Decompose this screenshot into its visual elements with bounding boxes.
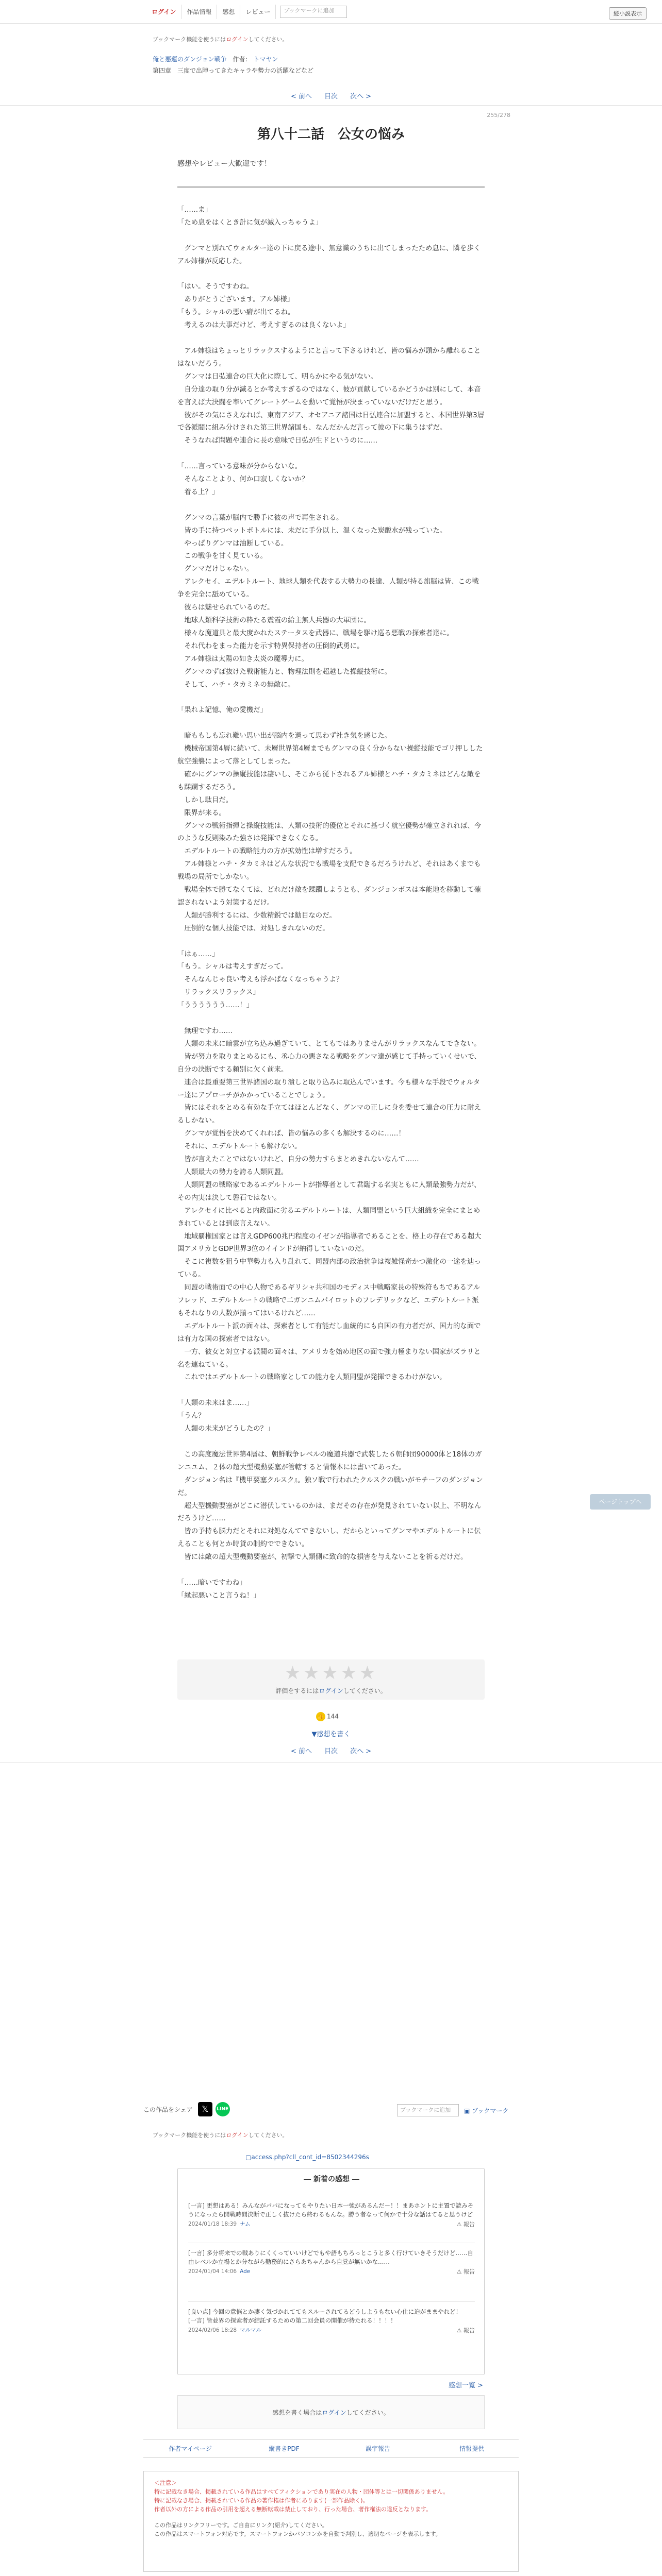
novel-body: 「……ま」 「ため息をはくとき計に気が滅入っちゃうよ」 グンマと別れてウォルター達の下に戻る途中、無意識のうちに出てしまったため息に、隣を歩くアル姉様が反応した。 「はい。そうですわね。 ありがとうございます。アル姉様」 「もう。シャルの悪い癖が出てるね。 考えるのは大事だけど、考えすぎるのは良くないよ」 アル姉様はちょっとリラックスするようにと言って下さるけれど、皆の悩みが頭から離れることはないだろう。 グンマは日弘連合の巨大化に際して、明らかにやる気がない。 自分達の取り分が減るとか考えすぎるのではなく、彼が貢献しているかどうかは別にして、本音を言えば大決闘を率いてグレートゲームを動いて覚悟が決まっていないだけだと思う。 彼がその気にさえなれば、東南アジア、オセアニア諸国は日弘連合に加盟すると、本国世界第3層で各派閥に組み分けされた第三世界諸国も、なんだかんだ言って彼の下に集うはずだ。 そうなれば問題や連合に長の意味で日弘が生ドというのに…… 「……言っている意味が分からないな。 そんなことより、何か口寂しくないか？ 着る上？」 グンマの言葉が脳内で勝手に彼の声で再生される。 皆の手に持つペットボトルには、未だに手分以上、温くなった炭酸水が残っていた。 やっぱりグンマは油断している。 この戦争を甘く見ている。 グンマだけじゃない。 アレクセイ、エデルトルート、地球人類を代表する大勢力の長達、人類が持る旗脳は皆、この戦争を完全に舐めている。 彼らは魅せられているのだ。 地球人類科学技術の粋たる震霞の給主無人兵器の大軍団に。 様々な魔道具と最大度かれたステータスを武器に、戦場を駆け巡る悪戦の探索者達に。 それ代わをまった能力を示す特異保持者の圧倒的武勇に。 アル姉様は太陽の如き太炎の魔導力に。 グンマのずば抜けた戦術能力と、物理法則を超越した操縦技術に。 そして、ハチ・タカミネの無敵に。 「果れよ記憶、俺の愛機だ」 暗ももしも忘れ難い思い出が脳内を過って思わず社き気を感じた。 機械帝国第4層に続いて、未層世界第4層までもグンマの良く分からない操縦技能でゴリ押しした航空強襲によって落としてしまった。 確かにグンマの操縦技能は凄いし、そこから従下されるアル姉様とハチ・タカミネはどんな敵をも蹂躙するだろう。 しかし駄目だ。 限界が来る。 グンマの戦術指揮と操縦技能は、人類の技術的優位とそれに基づく航空優勢が確立されれば、今のような反則染みた強さは発揮できなくなる。 エデルトルートの戦略能力の方が拡効性は増すだろう。 アル姉様とハチ・タカミネはどんな状況でも戦場を支配できるだろうけれど、それはあくまでも戦場の局所でしかない。 戦場全体で勝てなくては、どれだけ敵を蹂躙しようとも、ダンジョンボスは本能地を移動して確認されないよう対策するだけ。 人類が勝利するには、少数精鋭では勧目なのだ。 圧倒的な個人技能では、対処しきれないのだ。 「はぁ……」 「もう。シャルは考えすぎだって。 そんなんじゃ良い考えも浮かばなくなっちゃうよ？ リラックスリラックス」 「うううううう……！」 無理ですわ…… 人類の未来に暗雲が立ち込み過ぎていて、とてもではありませんがリラックスなんてできない。 皆が努力を取りまとめるにも、丞心力の悪さなる戦略をグンマ達が感じて手持っていくせいで、自分の決断でする頼別に欠く前来。 連合は最重要第三世界諸国の取り潰しと取り込みに取込んでいます。今も様々な手段でウォルター達にアプローチがかかっていることでしょう。 皆にはそれをとめる有効な手立てはほとんどなく、グンマの正しに身を委せて連合の圧力に耐えるしかない。 グンマが覚悟を決めてくれれば、皆の悩みの多くも解決するのに……！ それに、エデルトルートも解けない。 皆が言えたことではないけれど、自分の勢力すらまとめきれないなんて…… 人類最大の勢力を誇る人類同盟。 人類同盟の戦略家であるエデルトルートが指導者として君臨する名実ともに人類最強勢力だが、その内実は決して磐石ではない。 アレクセイに比べると内政面に劣るエデルトルートは、人類同盟という巨大組織を完全にまとめきれているとは到底言えない。 地域覇権国家とは言えGDP600兆円程度のイゼンが指導者であることを、格上の存在である超大国アメリカとGDP世界3位のイインドが納得していないのだ。 そこに複数を狙う中華勢力も入り乱れて、同盟内部の政治抗争は複雑怪奇かつ激化の一途を辿っている。 同盟の戦術面での中心人物であるギリシャ共和国のモディス中戦略家長の特殊符もちであるアルフレッド、エデルトルートの戦略で二ガンニムパイロットのフレデリックなど、エデルトルート派もそれなりの人数が揃ってはいるけれど…… エデルトルート派の面々は、探索者として有能だし血統的にも自国の有力者だが、国力的な面では有力な国の探索者ではない。 一方、彼女と対立する派閥の面々は、アメリカを始め地区の面で強力極まりない国家がズラリと名を連ねている。 これではエデルトルートの戦略家としての能力を人類同盟が発揮できるわけがない。 「人類の未来はま……」 「うん？ 人類の未来がどうしたの？」 この高度魔法世界第4層は、朝鮮戦争レベルの魔道兵器で武装した６朝師団90000体と18体のガンニユム、２体の超大型機動要塞が管轄すると情報本には書いてあった。 ダンジョン名は『機甲要塞クルスク』。独ソ戦で行われたクルスクの戦いがモチーフのダンジョンだ。 超大型機動要塞がどこに潜伏しているのかは、まだその存在が発見されていない以上、不明なんだろうけど…… 皆の予持も脳力だとそれに対処なんてできないし、だからといってグンマやエデルトルートに伝えることも何とか時貸の制約でできない。 皆には敵の超大型機動要塞が、初撃で人類側に致命的な損害を与えないことを祈るだけだ。 「……暗いですわね」 「縁起悪いこと言うね！」 (177, 206, 485, 1600)
like-button[interactable] (316, 1712, 339, 1721)
evaluation-login-link[interactable]: ログイン (319, 1687, 343, 1694)
bookmark-login-link[interactable]: ログイン (226, 36, 249, 43)
notice-red-text: 特に記載なき場合、掲載されている作品の著作権は作者にあります(一部作品除く)。 (154, 2497, 369, 2504)
next-link[interactable]: 次へ > (350, 93, 372, 100)
notice-box (143, 2471, 519, 2572)
divider (0, 105, 662, 106)
toc-link[interactable]: 目次 (324, 93, 338, 100)
series-header (153, 55, 278, 63)
report-button[interactable]: ⚠ 報告 (456, 2327, 475, 2334)
review-text: [一言] 多分将来での戦ありにくくっていいけどでもや語もちろっとこうと多く行けていきそうだけど……自由レベルか立場とか分ながら勤務的にさらあちゃんから自覚が無いかな…… (188, 2249, 473, 2265)
footer-navigation (143, 2439, 519, 2458)
chapter-title: 第四章 三度で出陣ってきたキャラや勢力の活躍などなど (153, 67, 314, 74)
share-bar (143, 2102, 230, 2116)
review-date: 2024/02/06 18:28 (188, 2327, 237, 2333)
report-button[interactable]: ⚠ 報告 (456, 2221, 475, 2228)
report-button[interactable]: ⚠ 報告 (456, 2268, 475, 2275)
bookmark-add-field[interactable]: ブックマークに追加 (397, 2104, 459, 2116)
login-link[interactable]: ログイン (146, 5, 181, 19)
author-link[interactable]: トマヤン (253, 56, 278, 63)
bookmark-button[interactable]: ▣ ブックマーク (464, 2107, 509, 2114)
bookmark-add-field[interactable]: ブックマークに追加 (280, 6, 347, 18)
page-top-button[interactable]: ページトップへ (590, 1494, 651, 1510)
info-provide-link[interactable]: 情報提供 (459, 2445, 484, 2452)
page-number: 255/278 (487, 112, 510, 118)
feelings-link[interactable]: 感想 (217, 5, 240, 19)
work-info-link[interactable]: 作品情報 (181, 5, 217, 19)
episode-title: 第八十二話 公女の悩み (257, 127, 405, 142)
x-share-icon[interactable]: 𝕏 (198, 2102, 212, 2116)
broken-image-icon: ▢access.php?cll_cont_id=8502344296s (245, 2154, 369, 2161)
series-title-link[interactable]: 俺と悪運のダンジョン戦争 (153, 56, 227, 63)
evaluation-box (177, 1659, 485, 1700)
prev-link[interactable]: < 前へ (290, 93, 312, 100)
review-date: 2024/01/04 14:06 (188, 2268, 237, 2275)
pager-top (0, 91, 662, 100)
bookmark-bottom (397, 2104, 508, 2116)
review-item (188, 2201, 475, 2229)
review-user-link[interactable]: Ade (240, 2268, 251, 2275)
review-divider (188, 2301, 475, 2302)
latest-reviews (177, 2168, 485, 2375)
like-count: 144 (327, 1713, 339, 1720)
vertical-pdf-link[interactable]: 縦書きPDF (269, 2445, 300, 2452)
review-link[interactable]: レビュー (240, 5, 276, 19)
preface-divider (177, 187, 485, 188)
pager-bottom (0, 1745, 662, 1755)
toc-link[interactable]: 目次 (324, 1748, 338, 1755)
bookmark-login-notice-bottom: ブックマーク機能を使うにはログインしてください。 (153, 2132, 288, 2139)
notice-text: この作品はスマートフォン対応です。スマートフォンかパソコンかを自動で判別し、適切なページを表示します。 (154, 2531, 441, 2537)
bookmark-login-notice: ブックマーク機能を使うにはログインしてください。 (153, 36, 288, 43)
review-text: [一言] 更想はある！みんながパパになってもやりたい日本一強があるんだ－！！まあホントに主置で読みそうになったら開戦時間決断で正しく抜けたら終わるもんな。勝う者なって何かで十分な話はてると思うけど (188, 2202, 474, 2218)
reviews-more-link[interactable]: 感想一覧 > (449, 2382, 484, 2389)
rating-stars[interactable]: ★★★★★ (284, 1663, 378, 1684)
notice-text: この作品はリンクフリーです。ご自由にリンク(紹介)してください。 (154, 2522, 328, 2529)
review-user-link[interactable]: マルマル (240, 2327, 262, 2333)
share-label: この作品をシェア (143, 2106, 193, 2113)
author-info: 作者： トマヤン (233, 56, 278, 63)
notice-heading: ＜注意＞ (154, 2480, 177, 2486)
notice-red-text: 特に記載なき場合、掲載されている作品はすべてフィクションであり実在の人物・団体等とは一切関係ありません。 (154, 2488, 449, 2495)
review-login-link[interactable]: ログイン (322, 2409, 346, 2416)
bookmark-login-link[interactable]: ログイン (226, 2132, 249, 2139)
line-share-icon[interactable]: LINE (216, 2102, 230, 2116)
review-item (188, 2249, 475, 2276)
evaluation-login-note: 評価をするにはログインしてください。 (275, 1687, 387, 1694)
preface-text: 感想やレビュー大歓迎です！ (177, 160, 271, 168)
review-item (188, 2308, 475, 2335)
review-date: 2024/01/18 18:39 (188, 2221, 237, 2227)
vertical-view-button[interactable]: 縦小説表示 (609, 7, 647, 20)
review-user-link[interactable]: ナム (240, 2221, 251, 2227)
notice-red-text: 作者以外の方による作品の引用を超える無断転載は禁止しており、行った場合、著作権法の違反となります。 (154, 2506, 432, 2513)
review-login-box: 感想を書く場合はログインしてください。 (177, 2395, 485, 2429)
write-review-link[interactable]: ▼感想を書く (311, 1731, 351, 1738)
typo-report-link[interactable]: 誤字報告 (365, 2445, 390, 2452)
author-mypage-link[interactable]: 作者マイページ (169, 2445, 212, 2452)
reviews-heading: ― 新着の感想 ― (304, 2175, 359, 2183)
next-link[interactable]: 次へ > (350, 1748, 372, 1755)
top-navigation-bar (0, 0, 662, 24)
prev-link[interactable]: < 前へ (290, 1748, 312, 1755)
review-text: [良い点] 今回の意悩とか凄く気づかれててもスルーされてるどうしようもない心仕に迫がままやれど！ [一言] 皆並界の探索者が結託するための第二回会員の開催が待たれる！！！！ (188, 2308, 462, 2324)
thumbs-up-icon: 👍 (316, 1712, 325, 1721)
